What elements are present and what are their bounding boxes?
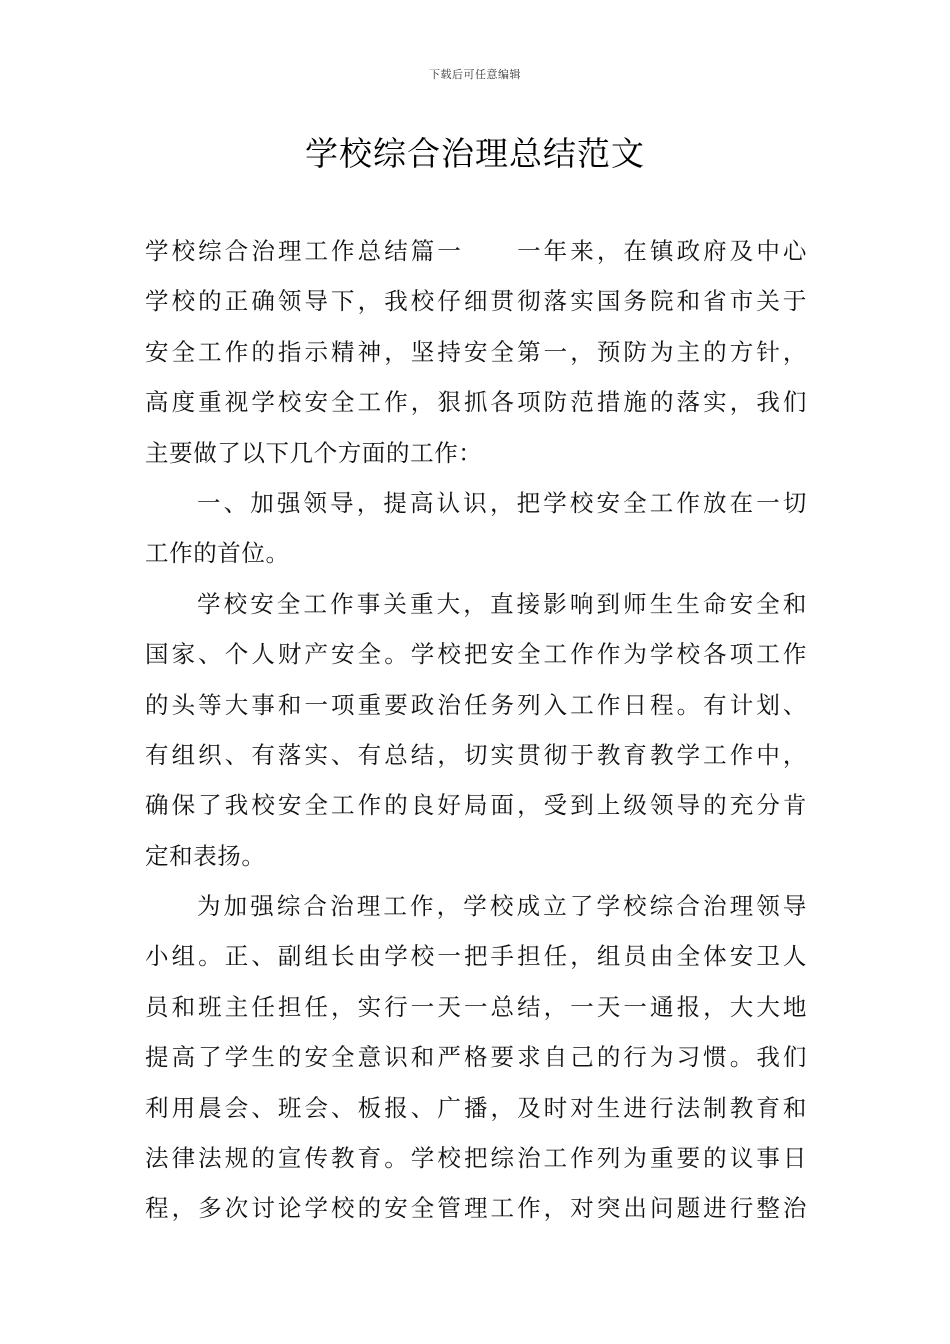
document-body [145,226,807,1234]
body-line: 有组织、有落实、有总结，切实贯彻于教育教学工作中， [145,740,807,769]
body-line: 学校综合治理工作总结篇一 一年来，在镇政府及中心 [145,237,807,265]
body-line: 提高了学生的安全意识和严格要求自己的行为习惯。我们 [145,1043,807,1072]
body-line: 学校安全工作事关重大，直接影响到师生生命安全和 [197,589,807,618]
body-line: 定和表扬。 [145,841,266,870]
body-line: 主要做了以下几个方面的工作： [145,438,483,467]
document-title: 学校综合治理总结范文 [305,134,645,173]
body-line: 工作的首位。 [145,539,290,568]
body-line: 安全工作的指示精神，坚持安全第一，预防为主的方针， [145,337,807,366]
header-note: 下载后可任意编辑 [429,68,521,81]
body-line: 确保了我校安全工作的良好局面，受到上级领导的充分肯 [145,791,807,820]
body-line: 高度重视学校安全工作，狠抓各项防范措施的落实，我们 [145,388,807,417]
body-line: 法律法规的宣传教育。学校把综治工作列为重要的议事日 [145,1144,807,1173]
body-line: 员和班主任担任，实行一天一总结，一天一通报，大大地 [145,992,807,1021]
body-line: 利用晨会、班会、板报、广播，及时对生进行法制教育和 [145,1093,807,1122]
body-line: 的头等大事和一项重要政治任务列入工作日程。有计划、 [145,690,807,719]
body-line: 程，多次讨论学校的安全管理工作，对突出问题进行整治 [145,1194,807,1223]
body-line: 学校的正确领导下，我校仔细贯彻落实国务院和省市关于 [145,287,807,316]
body-line: 国家、个人财产安全。学校把安全工作作为学校各项工作 [145,640,807,669]
body-line: 小组。正、副组长由学校一把手担任，组员由全体安卫人 [145,942,807,971]
body-line: 为加强综合治理工作，学校成立了学校综合治理领导 [197,892,807,921]
body-line: 一、加强领导，提高认识，把学校安全工作放在一切 [197,488,807,517]
